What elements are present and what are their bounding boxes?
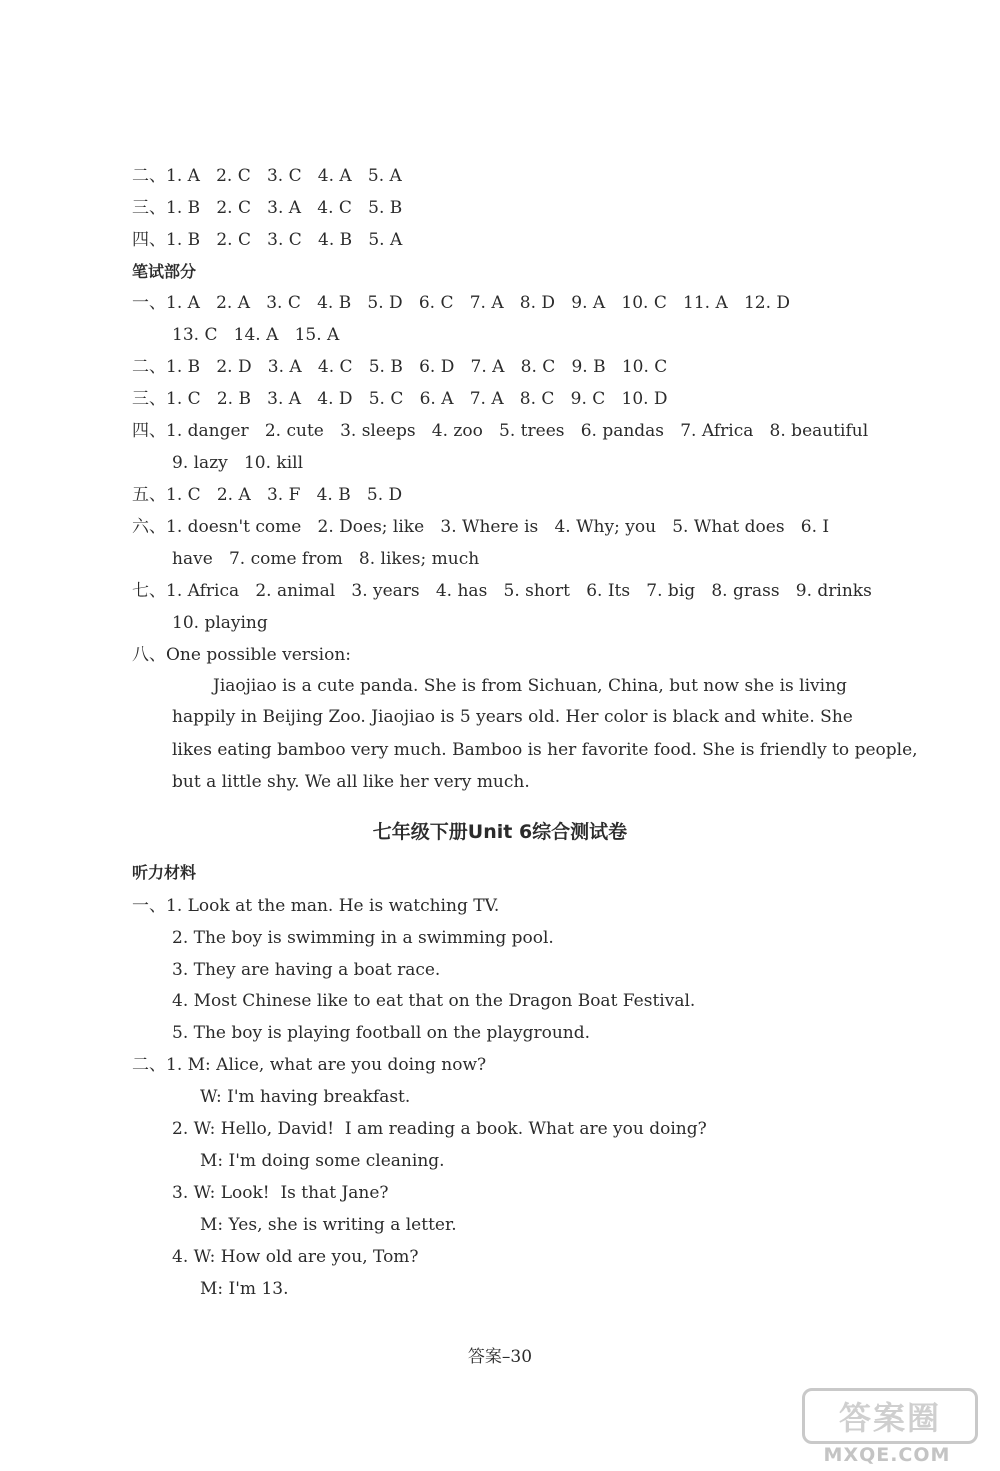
watermark-url: MXQE.COM: [823, 1444, 951, 1466]
transcript-line: 2. The boy is swimming in a swimming pool.: [172, 928, 554, 948]
answer-line: 八、One possible version:: [132, 645, 351, 665]
transcript-line: 4. Most Chinese like to eat that on the Dragon Boat Festival.: [172, 991, 696, 1011]
answer-line: have 7. come from 8. likes; much: [172, 549, 480, 569]
answer-line: 二、1. A 2. C 3. C 4. A 5. A: [132, 166, 402, 186]
answer-line: 一、1. A 2. A 3. C 4. B 5. D 6. C 7. A 8. D 9. A 10. C 11. A 12. D: [132, 293, 791, 313]
transcript-line: M: I'm doing some cleaning.: [200, 1151, 445, 1171]
transcript-line: M: I'm 13.: [200, 1279, 289, 1299]
answer-line: 六、1. doesn't come 2. Does; like 3. Where is 4. Why; you 5. What does 6. I: [132, 517, 830, 537]
answer-line: 五、1. C 2. A 3. F 4. B 5. D: [132, 485, 403, 505]
watermark-text: 答案圈: [802, 1388, 978, 1444]
essay-line: but a little shy. We all like her very much.: [172, 772, 530, 792]
transcript-line: M: Yes, she is writing a letter.: [200, 1215, 457, 1235]
answer-line: 10. playing: [172, 613, 268, 633]
transcript-line: 5. The boy is playing football on the playground.: [172, 1023, 591, 1043]
answer-line: 四、1. B 2. C 3. C 4. B 5. A: [132, 230, 403, 250]
section-title: 七年级下册Unit 6综合测试卷: [372, 821, 628, 843]
transcript-line: 二、1. M: Alice, what are you doing now?: [132, 1055, 487, 1075]
answer-line: 七、1. Africa 2. animal 3. years 4. has 5. short 6. Its 7. big 8. grass 9. drinks: [132, 581, 872, 601]
answer-line: 四、1. danger 2. cute 3. sleeps 4. zoo 5. trees 6. pandas 7. Africa 8. beautiful: [132, 421, 869, 441]
section-heading: 听力材料: [132, 863, 197, 882]
essay-line: Jiaojiao is a cute panda. She is from Sichuan, China, but now she is living: [213, 676, 847, 696]
transcript-line: 3. W: Look! Is that Jane?: [172, 1183, 389, 1203]
answer-line: 二、1. B 2. D 3. A 4. C 5. B 6. D 7. A 8. C 9. B 10. C: [132, 357, 668, 377]
transcript-line: 一、1. Look at the man. He is watching TV.: [132, 896, 500, 916]
answer-line: 9. lazy 10. kill: [172, 453, 304, 473]
transcript-line: 3. They are having a boat race.: [172, 960, 441, 980]
watermark-logo: [792, 1388, 982, 1466]
essay-line: happily in Beijing Zoo. Jiaojiao is 5 years old. Her color is black and white. She: [172, 707, 853, 727]
page-number: 答案–30: [467, 1347, 533, 1367]
essay-line: likes eating bamboo very much. Bamboo is her favorite food. She is friendly to people,: [172, 740, 918, 760]
transcript-line: W: I'm having breakfast.: [200, 1087, 411, 1107]
answer-line: 三、1. C 2. B 3. A 4. D 5. C 6. A 7. A 8. C 9. C 10. D: [132, 389, 668, 409]
answer-line: 三、1. B 2. C 3. A 4. C 5. B: [132, 198, 403, 218]
answer-line: 13. C 14. A 15. A: [172, 325, 340, 345]
transcript-line: 4. W: How old are you, Tom?: [172, 1247, 419, 1267]
section-heading: 笔试部分: [132, 262, 197, 281]
transcript-line: 2. W: Hello, David! I am reading a book. What are you doing?: [172, 1119, 707, 1139]
